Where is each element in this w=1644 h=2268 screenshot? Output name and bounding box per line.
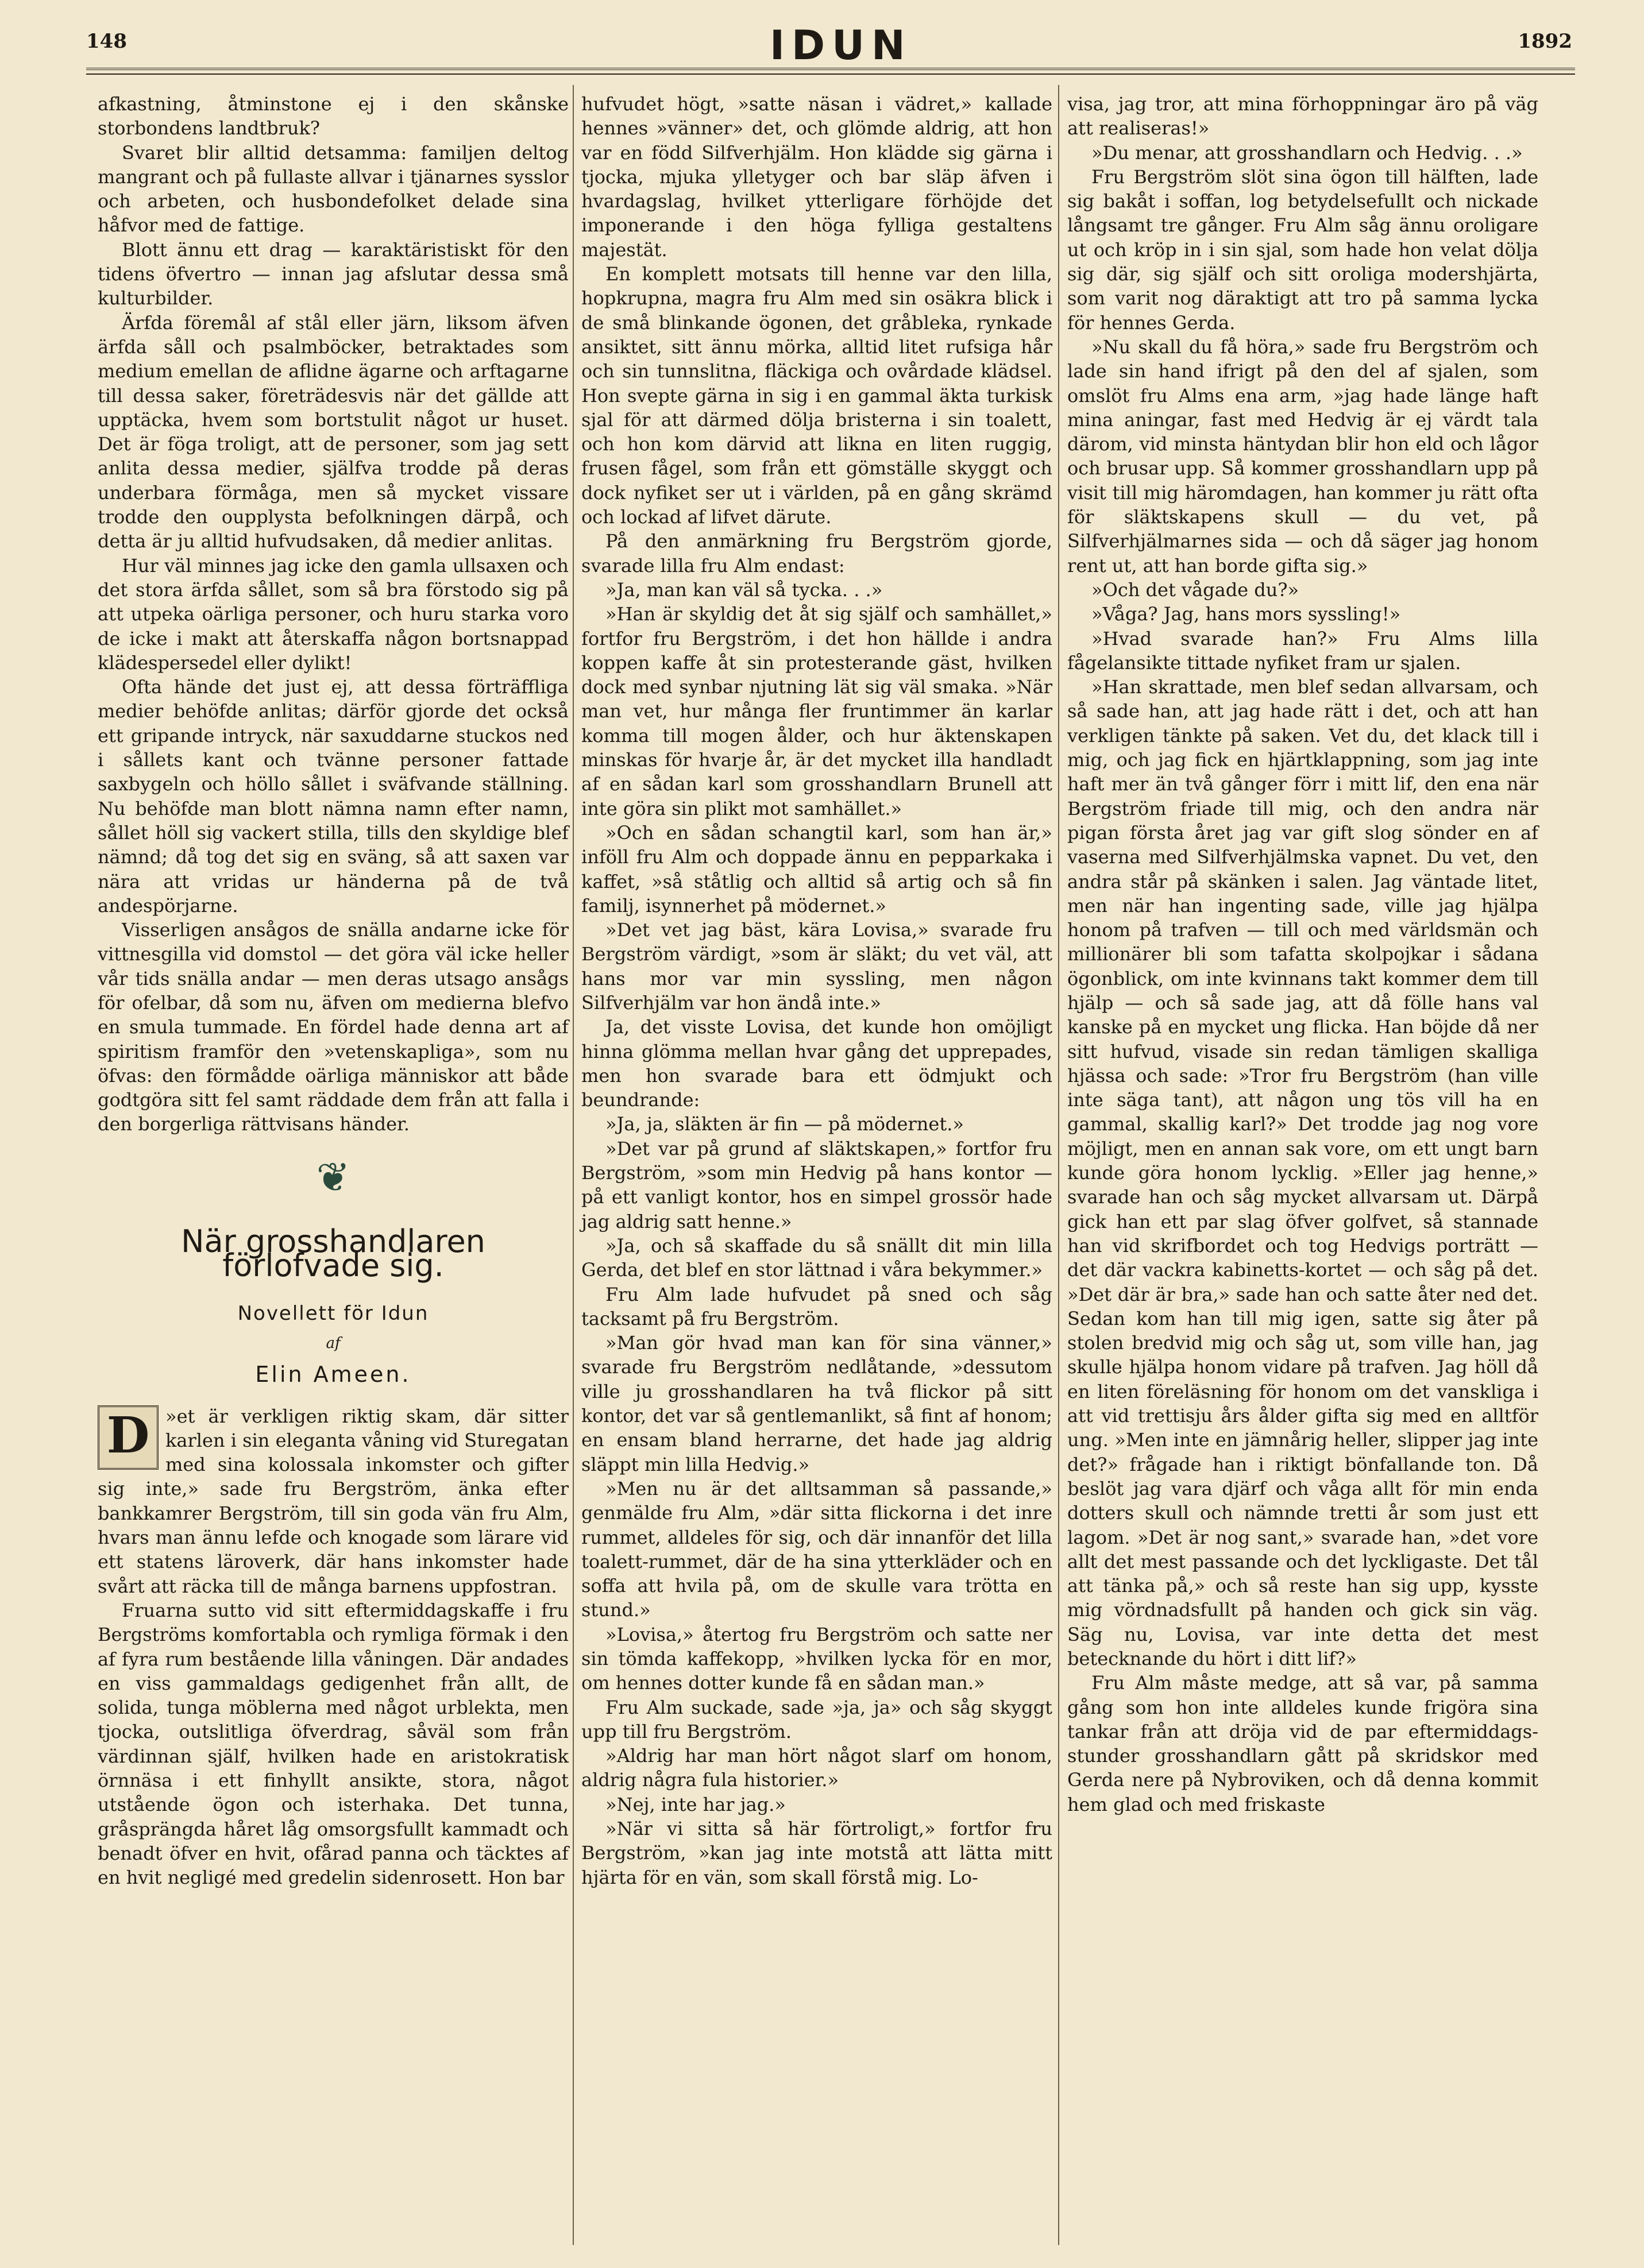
paragraph: »Men nu är det alltsamman så passande,» genmälde fru Alm, »där sitta flickorna i det inre rummet, alldeles för sig, och där innanför det lilla toalett-rummet, där de ha sina ytterkläder och en soffa att hvila på, om de skulle vara trötta en stund.» xyxy=(581,1477,1052,1621)
paragraph: Blott ännu ett drag — karaktäristiskt för den tidens öfvertro — innan jag afslutar dessa små kulturbilder. xyxy=(98,238,569,310)
story-author: Elin Ameen. xyxy=(255,1362,411,1388)
paragraph: Hur väl minnes jag icke den gamla ullsaxen och det stora ärfda sållet, som så bra förstodo sig på att utpeka oärliga personer, och huru starka voro de icke i makt att återskaffa någon bortsnappad klädespersedel eller dylikt! xyxy=(98,554,569,674)
paragraph: Fru Alm suckade, sade »ja, ja» och såg skyggt upp till fru Bergström. xyxy=(581,1696,1052,1742)
page-number: 148 xyxy=(86,30,127,53)
paragraph: hufvudet högt, »satte näsan i vädret,» kallade hennes »vänner» det, och glömde aldrig, att hon var en född Silfverhjälm. Hon klädde sig gärna i tjocka, mjuka ylletyger och bar släp äfven i hvardagslag, hvilket ytterligare förhöjde det imponerande i den höga fylliga gestaltens majestät. xyxy=(581,93,1052,261)
paragraph: Visserligen ansågos de snälla andarne icke för vittnesgilla vid domstol — det göra väl icke heller vår tids snälla andar — men deras utsago ansågs för ofelbar, då som nu, äfven om medierna blefvo en smula tummade. En fördel hade denna art af spiritism framför den »vetenskapliga», som nu öfvas: den förmådde oärliga människor att både godtgöra sitt fel samt räddade dem från att falla i den borgerliga rättvisans händer. xyxy=(98,919,569,1135)
paragraph: »Ja, man kan väl så tycka. . .» xyxy=(605,578,883,601)
paragraph: Ärfda föremål af stål eller järn, liksom äfven ärfda såll och psalmböcker, betraktades som medium emellan de aflidne ägarne och arftagarne till dessa saker, företrädesvis när det gällde att upptäcka, hvem som bortstulit något ur huset. Det är föga troligt, att de personer, som jag sett anlita dessa medier, själfva trodde på deras underbara förmåga, men så mycket vissare trodde den oupplysta befolkningen därpå, och detta är ju alltid hufvudsaken, då medier anlitas. xyxy=(98,311,569,552)
column-divider-right xyxy=(1058,85,1059,2245)
ornament-icon: ❦ xyxy=(316,1153,350,1201)
paragraph: »Aldrig har man hört något slarf om honom, aldrig några fula historier.» xyxy=(581,1745,1052,1791)
column-2 xyxy=(581,92,1052,1890)
paragraph-text: et är verkligen riktig skam, där sitter karlen i sin eleganta våning vid Sturegatan med sina kolossala inkomster och gifter sig inte,» sade fru Bergström, änka efter bankkamrer Bergström, till sin goda vän fru Alm, hvars man ännu lefde och knogade som lärare vid ett statens läroverk, där hans inkomster hade svårt att räcka till de många barnens uppfostran. xyxy=(98,1405,569,1597)
header-rule xyxy=(86,68,1575,70)
story-opening-paragraph xyxy=(98,1404,569,1598)
paragraph: Fru Alm lade hufvudet på sned och såg tacksamt på fru Bergström. xyxy=(581,1283,1052,1330)
issue-year: 1892 xyxy=(1518,30,1572,53)
paragraph: »Nej, inte har jag.» xyxy=(605,1793,786,1815)
paragraph: »Nu skall du få höra,» sade fru Bergström och lade sin hand ifrigt på den del af sjalen, som omslöt fru Alms ena arm, »jag hade länge haft mina aningar, fast med Hedvig är ej värdt tala därom, vid minsta häntydan blir hon eld och lågor och brusar upp. Så kommer grosshandlarn upp på visit till mig häromdagen, han kommer ju rätt ofta för släktskapens skull — du vet, på Silfverhjälmarnes sida — och då säger jag honom rent ut, att han borde gifta sig.» xyxy=(1067,335,1538,577)
paragraph: »Ja, ja, släkten är fin — på mödernet.» xyxy=(605,1113,964,1135)
paragraph: Ofta hände det just ej, att dessa förträffliga medier behöfde anlitas; därför gjorde det också ett gripande intryck, när saxuddarne stuckos ned i sållets kant och tvänne personer fattade saxbygeln och höllo sållet i sväfvande ställning. Nu behöfde man blott nämna namn efter namn, sållet höll sig vackert stilla, tills den skyldige blef nämnd; då tog det sig en sväng, så att saxen var nära att vridas ur händerna på de två andespörjarne. xyxy=(98,676,569,917)
paragraph: »Du menar, att grosshandlarn och Hedvig. . .» xyxy=(1091,141,1523,164)
column-3 xyxy=(1067,92,1538,1817)
paragraph: Fru Bergström slöt sina ögon till hälften, lade sig bakåt i soffan, log betydelsefullt och nickade långsamt tre gånger. Fru Alm såg ännu oroligare ut och kröp in i sin sjal, som hade hon velat dölja sig där, sig själf och sitt oroliga modershjärta, som varit nog däraktigt att tro på samma lycka för hennes Gerda. xyxy=(1067,165,1538,334)
masthead-title: IDUN xyxy=(770,22,912,69)
opening-quote: » xyxy=(165,1405,177,1427)
paragraph: »Han skrattade, men blef sedan allvarsam, och så sade han, att jag hade rätt i det, och att han verkligen tänkte på saken. Vet du, det klack till i mig, och jag fick en hjärtklappning, som jag inte haft mer än två gånger förr i mitt lif, den ena när Bergström friade till mig, och den andra när pigan första året jag var gift slog sönder en af vaserna med Silfverhjälmska vapnet. Du vet, den andra står på skänken i salen. Jag väntade litet, men när han ingenting sade, ville jag hjälpa honom på trafven — till och med världsmän och millionärer bli som tafatta skolpojkar i sådana ögonblick, om inte kvinnans takt kommer dem till hjälp — och så sade jag, att då fölle hans val kanske på en mycket ung flicka. Han böjde då ner sitt hufvud, visade sin redan tämligen skalliga hjässa och sade: »Tror fru Bergström (han ville inte säga tant), att någon ung tös vill ha en gammal, skallig karl?» Det trodde jag nog vore möjligt, men en annan sak vore, om ett ungt barn kunde göra honom lycklig. »Eller jag henne,» svarade han och såg mycket allvarsam ut. Därpå gick han ett par slag öfver golfvet, så stannade han vid skrifbordet och tog Hedvigs porträtt — det där vackra kabinetts-kortet — och såg på det. »Det där är bra,» sade han och satte åter ned det. Sedan kom han till mig igen, satte sig åter på stolen bredvid mig och såg ut, som ville han, jag skulle hjälpa honom vidare på trafven. Jag höll då en liten föreläsning för honom om det vanskliga i att vid trettisju års ålder gifta sig med en alltför ung. »Men inte en jämnårig heller, slipper jag inte det?» frågade han i riktigt bönfallande ton. Då beslöt jag vara djärf och våga allt för min enda dotters skull och nämnde tretti år som just ett lagom. »Det är nog sant,» svarade han, »det vore allt det mest passande och det lyckligaste. Det tål att tänka på,» och så reste han sig upp, kysste mig vördnadsfullt på handen och gick sin väg. Säg nu, Lovisa, var inte detta det mest betecknande du hört i ditt lif?» xyxy=(1067,676,1538,1670)
paragraph: »Och en sådan schangtil karl, som han är,» inföll fru Alm och doppade ännu en pepparkaka i kaffet, »så ståtlig och alltid så artig och så fin familj, isynnerhet på mödernet.» xyxy=(581,821,1052,917)
paragraph: Fru Alm måste medge, att så var, på samma gång som hon inte alldeles kunde frigöra sina tankar från att dröja vid de par eftermiddags-stunder grosshandlarn gått på skridskor med Gerda nere på Nybroviken, och då denna kommit hem glad och med friskaste xyxy=(1067,1672,1538,1815)
column-1 xyxy=(98,92,569,1890)
paragraph: afkastning, åtminstone ej i den skånske storbondens landtbruk? xyxy=(98,93,569,140)
paragraph: »Han är skyldig det åt sig själf och samhället,» fortfor fru Bergström, i det hon hällde i andra koppen kaffe åt sin protesterande gäst, hvilken dock med synbar njutning lät sig väl smaka. »När man vet, hur många fler fruntimmer än karlar komma till mogen ålder, och hur äktenskapen minskas för hvarje år, är det mycket illa handladt af en sådan karl som grosshandlarn Brunell att inte göra sin plikt mot samhället.» xyxy=(581,603,1052,820)
paragraph: Svaret blir alltid detsamma: familjen deltog mangrant och på fullaste allvar i tjänarnes sysslor och arbeten, och husbondefolket delade sina håfvor med de fattige. xyxy=(98,141,569,237)
paragraph: En komplett motsats till henne var den lilla, hopkrupna, magra fru Alm med sin osäkra blick i de små blinkande ögonen, det gråbleka, rynkade ansiktet, sitt ännu mörka, alltid litet rufsiga hår och sin tunnslitna, fläckiga och ovårdade klädsel. Hon svepte gärna in sig i en gammal äkta turkisk sjal för att därmed dölja bristerna i sin toalett, och hon kom därvid att likna en liten ruggig, frusen fågel, som från ett gömställe skyggt och dock nyfiket ser ut i världen, på en gång skrämd och lockad af lifvet därute. xyxy=(581,263,1052,528)
paragraph: På den anmärkning fru Bergström gjorde, svarade lilla fru Alm endast: xyxy=(581,530,1052,577)
paragraph: »Hvad svarade han?» Fru Alms lilla fågelansikte tittade nyfiket fram ur sjalen. xyxy=(1067,627,1538,674)
story-title: När grosshandlaren förlofvade sig. xyxy=(181,1223,485,1284)
paragraph: visa, jag tror, att mina förhoppningar äro på väg att realiseras!» xyxy=(1067,93,1538,140)
story-af: af xyxy=(326,1334,341,1352)
dropcap-letter: D xyxy=(98,1405,159,1470)
paragraph: »Våga? Jag, hans mors syssling!» xyxy=(1091,603,1401,625)
paragraph: »Lovisa,» återtog fru Bergström och satte ner sin tömda kaffekopp, »hvilken lycka för en mor, om hennes dotter kunde få en sådan man.» xyxy=(581,1623,1052,1694)
paragraph: Fruarna sutto vid sitt eftermiddagskaffe i fru Bergströms komfortabla och rymliga förmak i den af fyra rum bestående lilla våningen. Där andades en viss gammaldags gedigenhet från allt, de solida, tunga möblerna med något urblekta, men tjocka, outslitliga öfverdrag, såväl som från värdinnan själf, hvilken hade en aristokratisk örnnäsa i ett finhyllt ansikte, stora, något utstående ögon och isterhaka. Det tunna, gråsprängda håret låg omsorgsfullt kammadt och benadt öfver en hvit, ofårad panna och täcktes af en hvit negligé med gredelin sidenrosett. Hon bar xyxy=(98,1599,569,1889)
header-rule-thin xyxy=(86,74,1575,75)
paragraph: »Det var på grund af släktskapen,» fortfor fru Bergström, »som min Hedvig på hans kontor — på ett vanligt kontor, hos en simpel grossör hade jag aldrig satt henne.» xyxy=(581,1137,1052,1232)
paragraph: »Ja, och så skaffade du så snällt dit min lilla Gerda, det blef en stor lättnad i våra bekymmer.» xyxy=(581,1234,1052,1281)
column-divider-left xyxy=(573,85,574,2245)
paragraph: »Man gör hvad man kan för sina vänner,» svarade fru Bergström nedlåtande, »dessutom ville ju grosshandlaren ha två flickor på sitt kontor, det var så gentlemanlikt, så fint af honom; en ensam bland herrarne, det hade jag aldrig släppt min lilla Hedvig.» xyxy=(581,1332,1052,1475)
paragraph: »När vi sitta så här förtroligt,» fortfor fru Bergström, »kan jag inte motstå att lätta mitt hjärta för en vän, som skall förstå mig. Lo- xyxy=(581,1818,1052,1888)
paragraph: »Och det vågade du?» xyxy=(1091,578,1299,601)
paragraph: Ja, det visste Lovisa, det kunde hon omöjligt hinna glömma mellan hvar gång det upprepades, men hon svarade bara ett ödmjukt och beundrande: xyxy=(581,1016,1052,1111)
paragraph: »Det vet jag bäst, kära Lovisa,» svarade fru Bergström värdigt, »som är släkt; du vet väl, att hans mor var min syssling, men någon Silfverhjälm var hon ändå inte.» xyxy=(581,919,1052,1014)
story-subtitle: Novellett för Idun xyxy=(237,1301,429,1325)
